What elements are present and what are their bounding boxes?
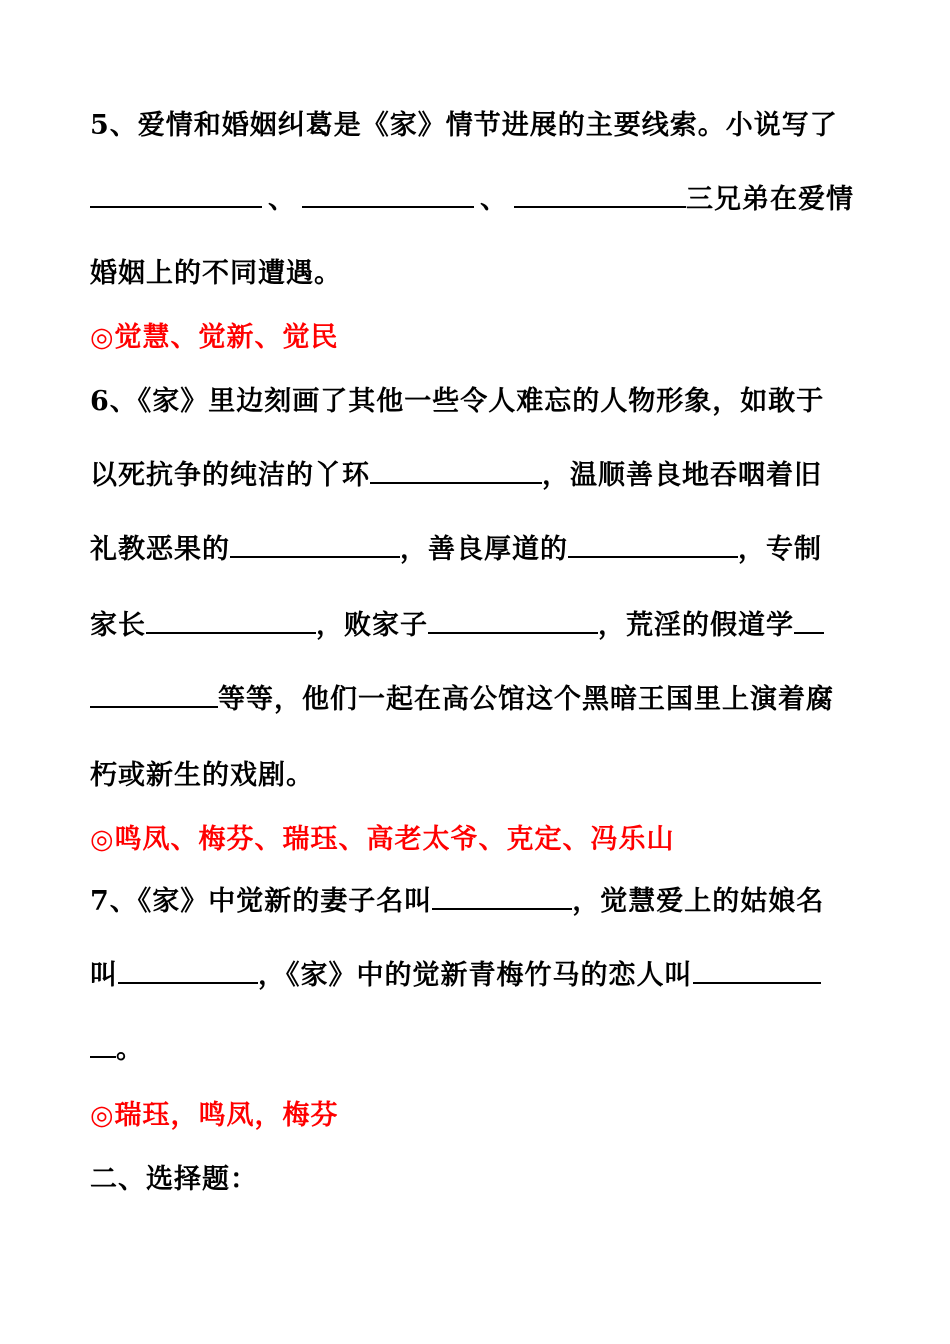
q7-text-3: 。 bbox=[116, 1034, 144, 1065]
q6-line-1 bbox=[90, 382, 860, 422]
q6-answer-text: ◎鸣凤、梅芬、瑞珏、高老太爷、克定、冯乐山 bbox=[90, 824, 675, 855]
q5-text-2: 三兄弟在爱情 bbox=[686, 184, 854, 215]
q5-line-1 bbox=[90, 106, 860, 146]
q6-text-4b: ，败家子 bbox=[316, 610, 428, 641]
q6-blank-6-end[interactable] bbox=[90, 680, 218, 708]
q6-text-6: 朽或新生的戏剧。 bbox=[90, 760, 314, 791]
q6-blank-4[interactable] bbox=[146, 606, 316, 634]
q6-answer bbox=[90, 820, 860, 860]
q7-answer-text: ◎瑞珏，鸣凤，梅芬 bbox=[90, 1100, 339, 1131]
q6-blank-3[interactable] bbox=[568, 530, 738, 558]
q6-blank-5[interactable] bbox=[428, 606, 598, 634]
q7-text-1b: ，觉慧爱上的姑娘名 bbox=[572, 886, 825, 917]
q5-answer bbox=[90, 318, 860, 358]
section-2-title: 二、选择题： bbox=[90, 1164, 258, 1195]
q5-separator: 、 bbox=[480, 184, 508, 215]
q6-text-2a: 以死抗争的纯洁的丫环 bbox=[90, 460, 370, 491]
q7-line-2 bbox=[90, 956, 860, 996]
q6-text-5: 等等，他们一起在高公馆这个黑暗王国里上演着腐 bbox=[218, 684, 834, 715]
q5-blank-1[interactable] bbox=[90, 180, 262, 208]
q5-answer-text: ◎觉慧、觉新、觉民 bbox=[90, 322, 339, 353]
q7-blank-1[interactable] bbox=[432, 882, 572, 910]
q6-line-3 bbox=[90, 530, 860, 570]
q5-text-1: 5、爱情和婚姻纠葛是《家》情节进展的主要线索。小说写了 bbox=[90, 110, 838, 141]
q6-text-3a: 礼教恶果的 bbox=[90, 534, 230, 565]
q7-text-2a: 叫 bbox=[90, 960, 118, 991]
q7-line-1 bbox=[90, 882, 860, 922]
q5-blank-2[interactable] bbox=[302, 180, 474, 208]
q7-line-3 bbox=[90, 1030, 860, 1070]
q6-text-3b: ，善良厚道的 bbox=[400, 534, 568, 565]
q6-blank-6-start[interactable] bbox=[794, 606, 824, 634]
section-2-heading bbox=[90, 1160, 860, 1200]
q6-text-4a: 家长 bbox=[90, 610, 146, 641]
q7-answer bbox=[90, 1096, 860, 1136]
q5-line-3 bbox=[90, 254, 860, 294]
q5-line-2 bbox=[90, 180, 860, 220]
q7-text-2b: ，《家》中的觉新青梅竹马的恋人叫 bbox=[258, 960, 693, 991]
q5-separator: 、 bbox=[268, 184, 296, 215]
q6-text-3c: ，专制 bbox=[738, 534, 822, 565]
q7-text-1a: 7、《家》中觉新的妻子名叫 bbox=[90, 886, 433, 917]
q7-blank-2[interactable] bbox=[118, 956, 258, 984]
q6-line-2 bbox=[90, 456, 860, 496]
q6-blank-2[interactable] bbox=[230, 530, 400, 558]
q6-blank-1[interactable] bbox=[370, 456, 542, 484]
q6-text-1: 6、《家》里边刻画了其他一些令人难忘的人物形象，如敢于 bbox=[90, 386, 825, 417]
q6-line-4 bbox=[90, 606, 860, 646]
q5-text-3: 婚姻上的不同遭遇。 bbox=[90, 258, 342, 289]
q6-text-4c: ，荒淫的假道学 bbox=[598, 610, 794, 641]
q6-text-2b: ，温顺善良地吞咽着旧 bbox=[542, 460, 822, 491]
q7-blank-3-start[interactable] bbox=[693, 956, 821, 984]
q5-blank-3[interactable] bbox=[514, 180, 686, 208]
q6-line-6 bbox=[90, 756, 860, 796]
q7-blank-3-end[interactable] bbox=[90, 1030, 116, 1058]
q6-line-5 bbox=[90, 680, 860, 720]
